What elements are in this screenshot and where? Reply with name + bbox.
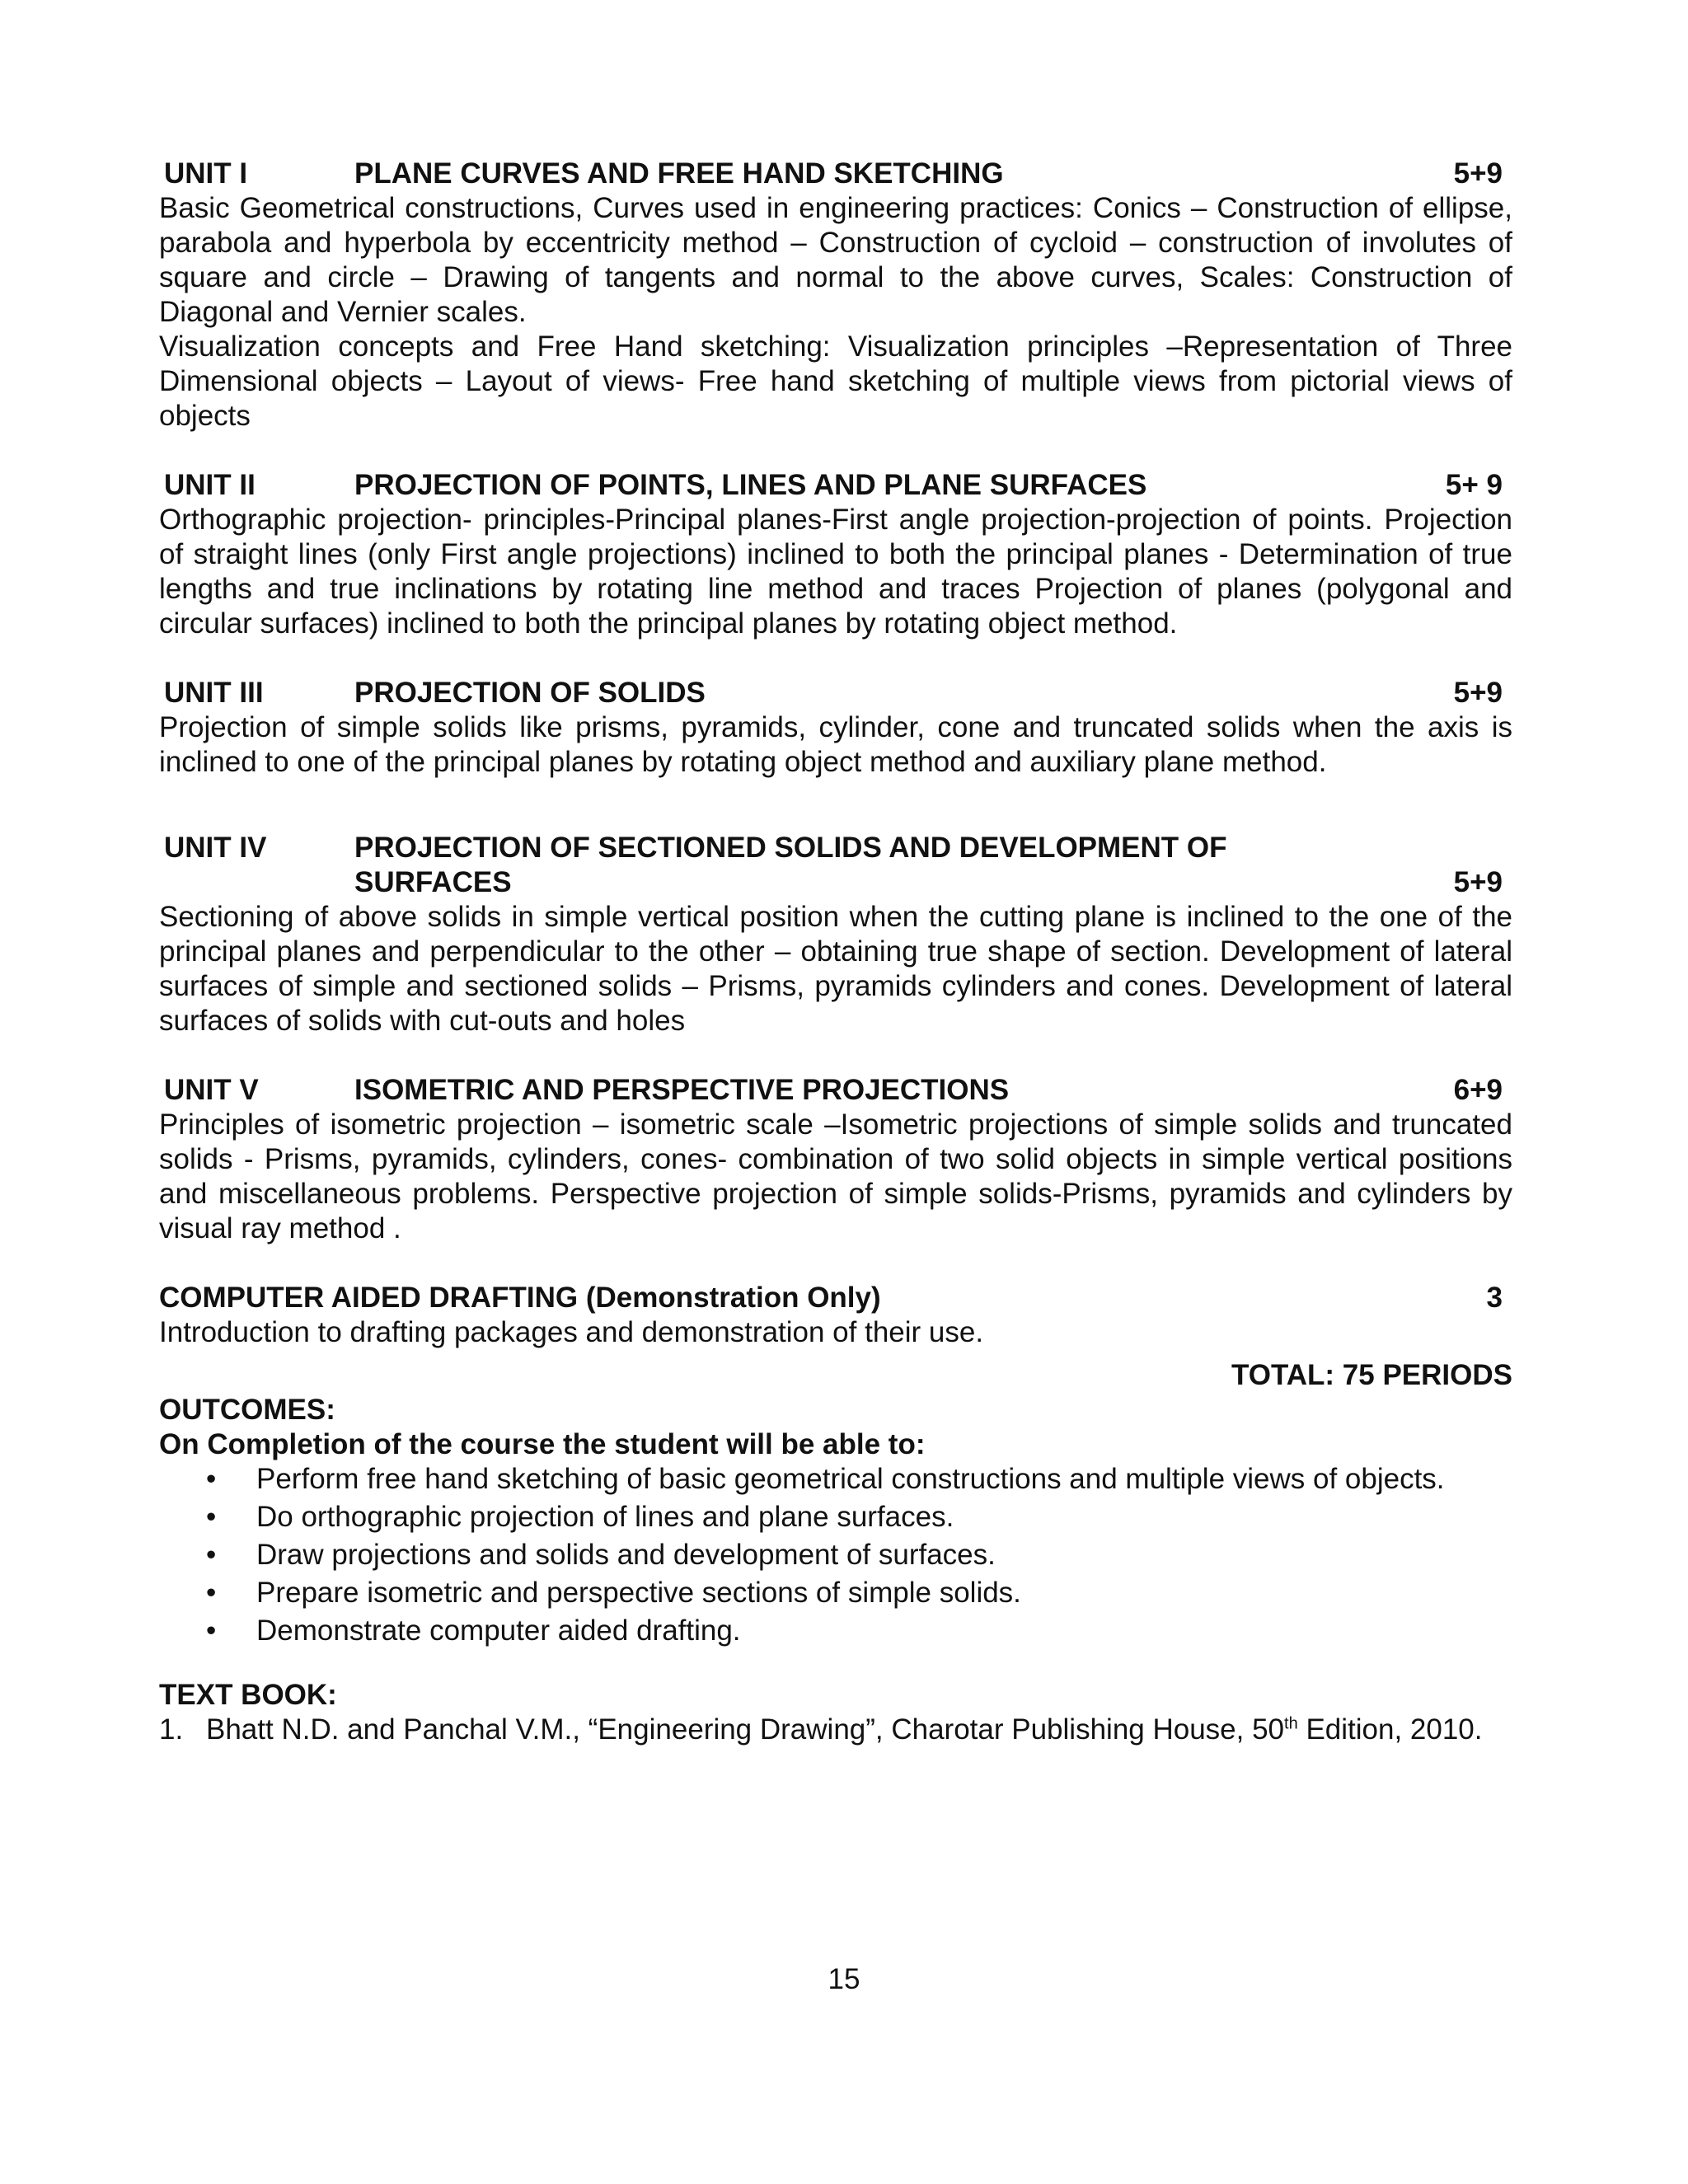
textbook-item [159,1713,1512,1747]
list-item [159,1538,1512,1572]
unit-paragraph: Basic Geometrical constructions, Curves used in engineering practices: Conics – Construction of ellipse, parabola and hyperbola by eccentricity method – Construction of cycloid – construction of involutes of square and circle – Drawing of tangents and normal to the above curves, Scales: Construction of Diagonal and Vernier scales. [159,192,1512,328]
list-item [159,1576,1512,1610]
unit-paragraph: Sectioning of above solids in simple vertical position when the cutting plane is inclined to the one of the principal planes and perpendicular to the other – obtaining true shape of section. Development of lateral surfaces of simple and sectioned solids – Prisms, pyramids cylinders and cones. Development of lateral surfaces of solids with cut-outs and holes [159,901,1512,1037]
unit-5-heading [159,1073,1512,1108]
unit-code: UNIT IV [164,832,267,864]
outcomes-heading: OUTCOMES: [159,1394,335,1426]
unit-title-line-2: SURFACES [354,866,512,898]
cad-heading [159,1281,1512,1315]
unit-1-heading [159,157,1512,191]
textbook-item-text [206,1713,1512,1747]
outcome-text: Prepare isometric and perspective sections of simple solids. [256,1577,1021,1609]
bullet-icon: • [206,1615,217,1647]
bullet-icon: • [206,1501,217,1533]
unit-hours: 6+9 [1453,1074,1503,1106]
textbook-edition-suffix: th [1284,1714,1298,1733]
unit-3-heading [159,676,1512,710]
textbook-edition: Edition, 2010. [1297,1713,1483,1746]
bullet-icon: • [206,1463,217,1495]
unit-code: UNIT II [164,469,256,501]
list-item [159,1500,1512,1535]
unit-paragraph: Principles of isometric projection – isometric scale –Isometric projections of simple solids and truncated solids - Prisms, pyramids, cylinders, cones- combination of two solid objects in simple vertical positions and miscellaneous problems. Perspective projection of simple solids-Prisms, pyramids and cylinders by visual ray method . [159,1108,1512,1244]
unit-paragraph: Orthographic projection- principles-Principal planes-First angle projection-projection of points. Projection of straight lines (only First angle projections) inclined to both the principal planes - Determination of true lengths and true inclinations by rotating line method and traces Projection of planes (polygonal and circular surfaces) inclined to both the principal planes by rotating object method. [159,504,1512,640]
unit-title: PROJECTION OF SOLIDS [354,677,706,709]
outcome-text: Do orthographic projection of lines and plane surfaces. [256,1501,954,1533]
total-periods: TOTAL: 75 PERIODS [1231,1359,1512,1391]
unit-title: PLANE CURVES AND FREE HAND SKETCHING [354,157,1004,190]
textbook-item-number: 1. [159,1713,184,1746]
outcomes-list [159,1462,1512,1648]
unit-paragraph: Visualization concepts and Free Hand sketching: Visualization principles –Representation of Three Dimensional objects – Layout of views- Free hand sketching of multiple views from pictorial views of objects [159,330,1512,432]
unit-title: ISOMETRIC AND PERSPECTIVE PROJECTIONS [354,1074,1010,1106]
unit-title-line-1: PROJECTION OF SECTIONED SOLIDS AND DEVELOPMENT OF [354,832,1227,864]
unit-paragraph: Projection of simple solids like prisms, pyramids, cylinder, cone and truncated solids when the axis is inclined to one of the principal planes by rotating object method and auxiliary plane method. [159,711,1512,778]
list-item [159,1462,1512,1497]
unit-4-section [159,831,1512,1038]
outcome-text: Perform free hand sketching of basic geometrical constructions and multiple views of objects. [256,1463,1445,1495]
textbook-citation: Bhatt N.D. and Panchal V.M., “Engineering Drawing”, Charotar Publishing House, 50 [206,1713,1285,1746]
bullet-icon: • [206,1539,217,1571]
unit-code: UNIT V [164,1074,259,1106]
textbook-heading: TEXT BOOK: [159,1679,337,1711]
textbook-section [159,1678,1512,1747]
cad-title: COMPUTER AIDED DRAFTING (Demonstration Only) [159,1282,881,1314]
unit-2-section [159,468,1512,641]
outcome-text: Draw projections and solids and development of surfaces. [256,1539,996,1571]
outcome-text: Demonstrate computer aided drafting. [256,1615,741,1647]
unit-code: UNIT III [164,677,264,709]
page-number: 15 [828,1963,860,1995]
unit-hours: 5+9 [1453,866,1503,898]
bullet-icon: • [206,1577,217,1609]
list-item [159,1614,1512,1648]
unit-1-section [159,157,1512,434]
unit-3-section [159,676,1512,780]
outcomes-intro: On Completion of the course the student will be able to: [159,1428,926,1460]
cad-hours: 3 [1486,1282,1503,1314]
unit-2-heading [159,468,1512,503]
unit-title: PROJECTION OF POINTS, LINES AND PLANE SURFACES [354,469,1147,501]
cad-section [159,1281,1512,1393]
unit-hours: 5+9 [1453,157,1503,190]
unit-code: UNIT I [164,157,248,190]
unit-hours: 5+9 [1453,677,1503,709]
unit-5-section [159,1073,1512,1246]
unit-title-block [354,831,1512,900]
unit-hours: 5+ 9 [1445,469,1503,501]
unit-4-heading [159,831,1512,900]
outcomes-section [159,1393,1512,1648]
unit-title-line-2-row [354,865,1512,900]
cad-paragraph: Introduction to drafting packages and demonstration of their use. [159,1316,984,1348]
syllabus-content [159,157,1512,1747]
